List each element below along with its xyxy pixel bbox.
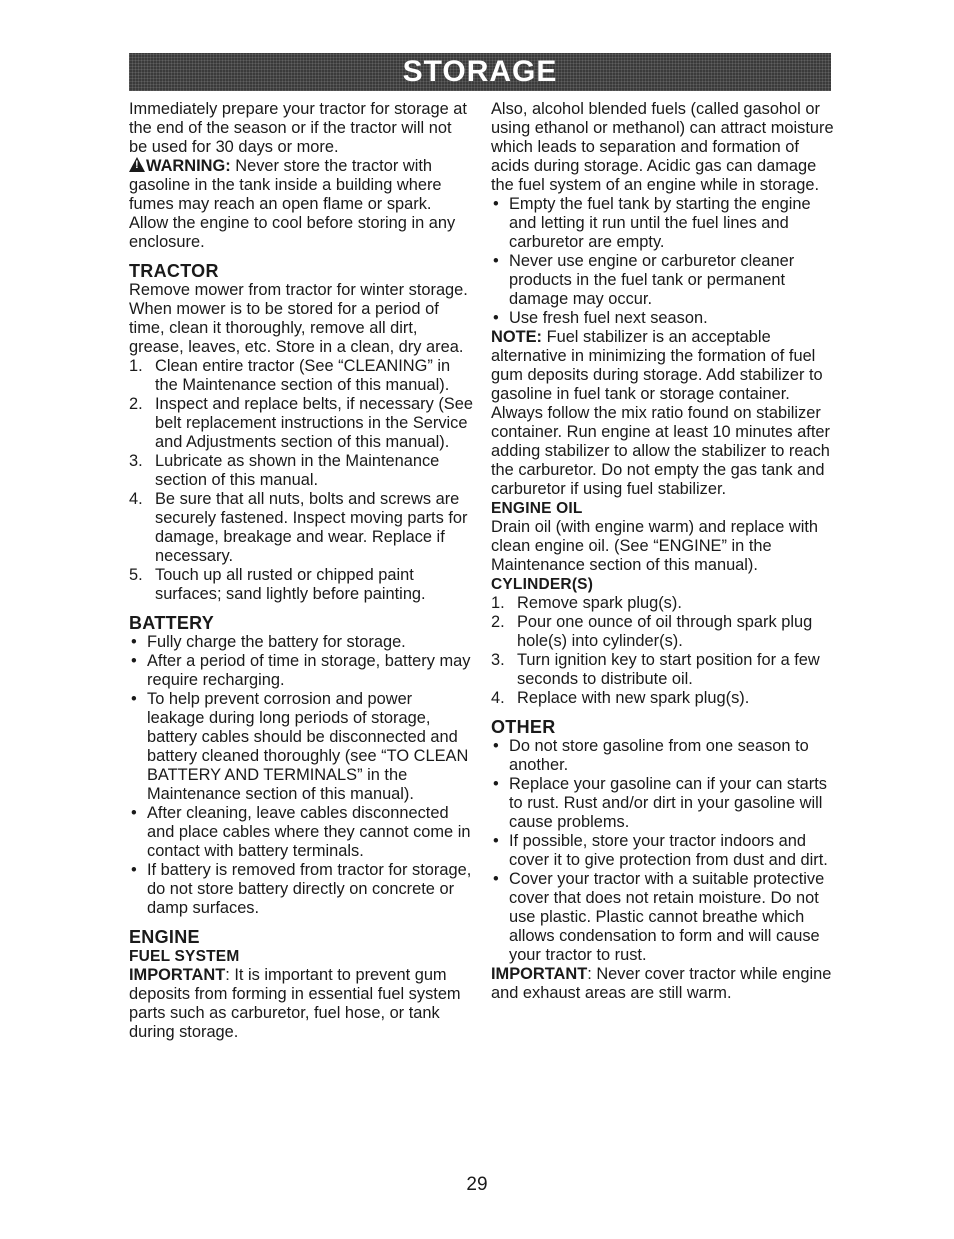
list-item: • If battery is removed from tractor for storage, do not store battery directly on concrete or damp surfaces. bbox=[131, 861, 472, 917]
list-item: 4. Be sure that all nuts, bolts and screws are securely fastened. Inspect moving parts for damage, breakage and wear. Replace if necessary. bbox=[129, 490, 468, 565]
bullet-icon: • bbox=[493, 195, 499, 213]
list-item: • If possible, store your tractor indoors and cover it to give protection from dust and dirt. bbox=[493, 832, 828, 869]
tractor-steps bbox=[129, 357, 474, 604]
page-number: 29 bbox=[466, 1174, 488, 1195]
battery-heading: BATTERY bbox=[129, 613, 215, 633]
list-item: • After a period of time in storage, battery may require recharging. bbox=[131, 652, 471, 689]
engine-heading: ENGINE bbox=[129, 927, 200, 947]
engine-oil-heading: ENGINE OIL bbox=[491, 500, 583, 517]
cylinders-heading: CYLINDER(S) bbox=[491, 576, 594, 593]
other-list bbox=[491, 737, 836, 965]
right-column bbox=[491, 100, 836, 1003]
warning-label: WARNING: bbox=[146, 157, 231, 175]
page-title: STORAGE bbox=[402, 55, 558, 88]
list-item: 2. Pour one ounce of oil through spark plug hole(s) into cylinder(s). bbox=[491, 613, 813, 650]
bullet-icon: • bbox=[493, 832, 499, 850]
title-banner bbox=[129, 53, 831, 91]
other-important: IMPORTANT: Never cover tractor while engine and exhaust areas are still warm. bbox=[491, 965, 832, 1002]
bullet-icon: • bbox=[493, 737, 499, 755]
bullet-icon: • bbox=[493, 870, 499, 888]
warning-paragraph bbox=[129, 157, 474, 252]
tractor-text: Remove mower from tractor for winter storage. When mower is to be stored for a period of time, clean it thoroughly, remove all dirt, grease, leaves, etc. Store in a clean, dry area. bbox=[129, 281, 468, 356]
fuel-system-heading: FUEL SYSTEM bbox=[129, 948, 240, 965]
note-paragraph: NOTE: Fuel stabilizer is an acceptable alternative in minimizing the formation of fuel gum deposits during storage. Add stabilizer to gasoline in fuel tank or storage container. Always follow the mix ratio found on stabilizer container. Run engine at least 10 minutes after adding stabilizer to allow the stabilizer to reach the carburetor. Do not empty the gas tank and carburetor if using fuel stabilizer. bbox=[491, 328, 830, 498]
list-item: 3. Lubricate as shown in the Maintenance section of this manual. bbox=[129, 452, 440, 489]
list-item: 1. Clean entire tractor (See “CLEANING” in the Maintenance section of this manual). bbox=[129, 357, 451, 394]
left-column bbox=[129, 100, 474, 1042]
list-item: 2. Inspect and replace belts, if necessary (See belt replacement instructions in the Service and Adjustments section of this manual). bbox=[129, 395, 473, 451]
bullet-icon: • bbox=[131, 861, 137, 879]
list-item: • Do not store gasoline from one season to another. bbox=[493, 737, 809, 774]
list-item: • Cover your tractor with a suitable protective cover that does not retain moisture. Do not use plastic. Plastic cannot breathe which allows condensation to form and will cause your tractor to rust. bbox=[493, 870, 825, 964]
list-item: • Use fresh fuel next season. bbox=[493, 309, 708, 327]
fuel-important: IMPORTANT: It is important to prevent gum deposits from forming in essential fuel system parts such as carburetor, fuel hose, or tank during storage. bbox=[129, 966, 461, 1041]
list-item: • Empty the fuel tank by starting the engine and letting it run until the fuel lines and carburetor are empty. bbox=[493, 195, 811, 251]
intro-text: Immediately prepare your tractor for storage at the end of the season or if the tractor will not be used for 30 days or more. bbox=[129, 100, 467, 156]
bullet-icon: • bbox=[493, 309, 499, 327]
bullet-icon: • bbox=[493, 252, 499, 270]
list-item: • Replace your gasoline can if your can starts to rust. Rust and/or dirt in your gasoline will cause problems. bbox=[493, 775, 827, 831]
list-item: 4. Replace with new spark plug(s). bbox=[491, 689, 750, 707]
list-item: 5. Touch up all rusted or chipped paint surfaces; sand lightly before painting. bbox=[129, 566, 426, 603]
list-item: • After cleaning, leave cables disconnected and place cables where they cannot come in contact with battery terminals. bbox=[131, 804, 471, 860]
alcohol-text: Also, alcohol blended fuels (called gasohol or using ethanol or methanol) can attract moisture which leads to separation and formation of acids during storage. Acidic gas can damage the fuel system of an engine while in storage. bbox=[491, 100, 834, 194]
warning-triangle-icon bbox=[129, 157, 145, 172]
warning-text: Never store the tractor with gasoline in the tank inside a building where fumes may reach an open flame or spark. Allow the engine to cool before storing in any enclosure. bbox=[129, 157, 456, 251]
list-item: • To help prevent corrosion and power leakage during long periods of storage, battery cables should be disconnected and battery cleaned thoroughly (see “TO CLEAN BATTERY AND TERMINALS” in the Maintenance section of this manual). bbox=[131, 690, 469, 803]
bullet-icon: • bbox=[131, 633, 137, 651]
cylinder-steps bbox=[491, 594, 836, 708]
bullet-icon: • bbox=[493, 775, 499, 793]
list-item: 3. Turn ignition key to start position for a few seconds to distribute oil. bbox=[491, 651, 820, 688]
other-heading: OTHER bbox=[491, 717, 556, 737]
fuel-list bbox=[491, 195, 836, 328]
bullet-icon: • bbox=[131, 804, 137, 822]
list-item: 1. Remove spark plug(s). bbox=[491, 594, 682, 612]
battery-list bbox=[129, 633, 474, 918]
tractor-heading: TRACTOR bbox=[129, 261, 219, 281]
bullet-icon: • bbox=[131, 690, 137, 708]
bullet-icon: • bbox=[131, 652, 137, 670]
list-item: • Fully charge the battery for storage. bbox=[131, 633, 406, 651]
engine-oil-text: Drain oil (with engine warm) and replace with clean engine oil. (See “ENGINE” in the Maintenance section of this manual). bbox=[491, 518, 819, 574]
list-item: • Never use engine or carburetor cleaner products in the fuel tank or permanent damage may occur. bbox=[493, 252, 795, 308]
